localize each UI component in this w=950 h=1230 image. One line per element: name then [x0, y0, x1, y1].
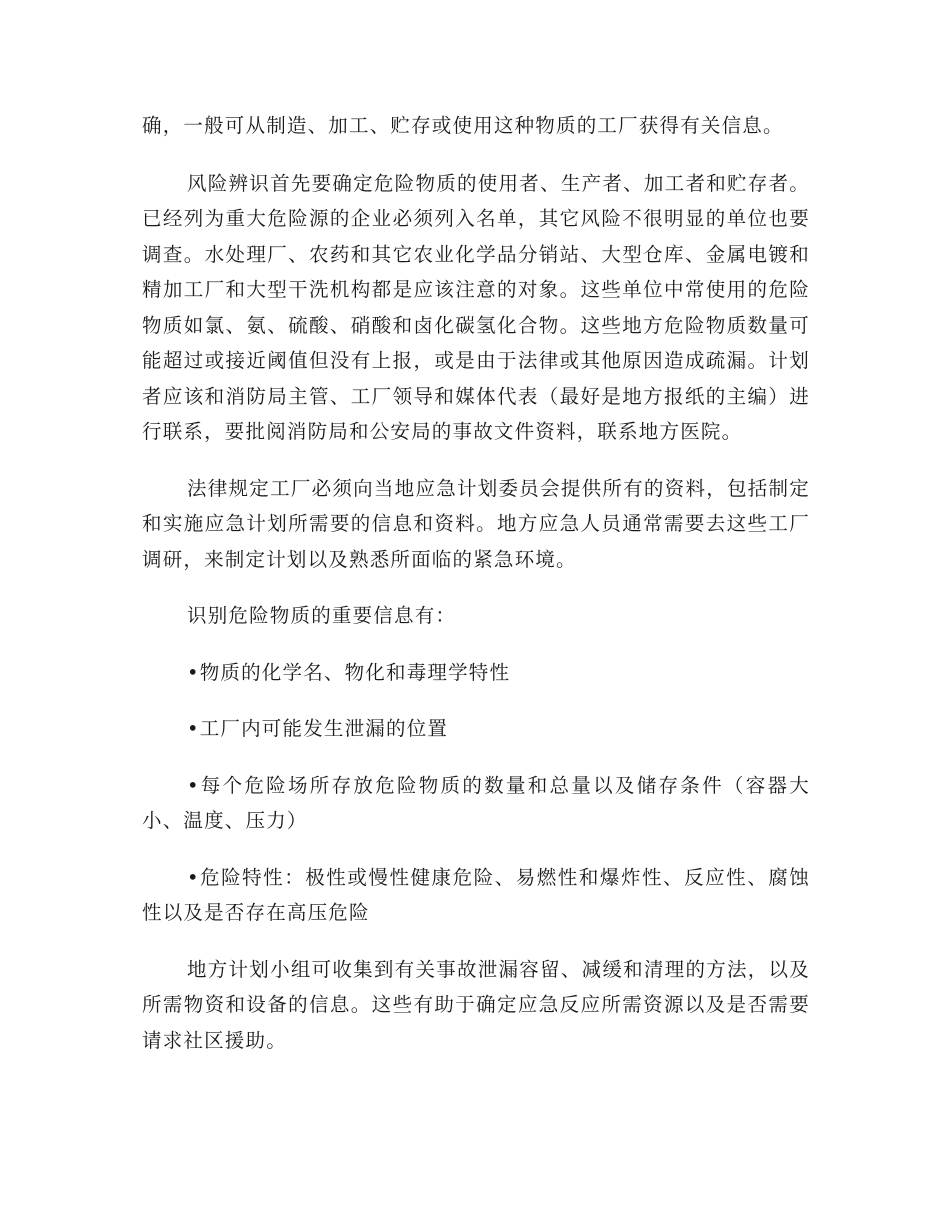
document-page — [142, 108, 810, 1079]
paragraph-planning-group: 地方计划小组可收集到有关事故泄漏容留、减缓和清理的方法，以及所需物资和设备的信息。这些有助于确定应急反应所需资源以及是否需要请求社区援助。 — [142, 957, 810, 1052]
paragraph-key-info-intro: 识别危险物质的重要信息有： — [187, 604, 457, 627]
bullet-item-chemical-name: •物质的化学名、物化和毒理学特性 — [187, 660, 511, 684]
paragraph-legal-requirements: 法律规定工厂必须向当地应急计划委员会提供所有的资料，包括制定和实施应急计划所需要的信息和资料。地方应急人员通常需要去这些工厂调研，来制定计划以及熟悉所面临的紧急环境。 — [142, 476, 810, 571]
bullet-item-hazard-characteristics: •危险特性：极性或慢性健康危险、易燃性和爆炸性、反应性、腐蚀性以及是否存在高压危险 — [142, 865, 810, 924]
paragraph-continuation: 确，一般可从制造、加工、贮存或使用这种物质的工厂获得有关信息。 — [142, 114, 784, 137]
bullet-item-leak-location: •工厂内可能发生泄漏的位置 — [187, 717, 449, 740]
paragraph-risk-identification: 风险辨识首先要确定危险物质的使用者、生产者、加工者和贮存者。已经列为重大危险源的企业必须列入名单，其它风险不很明显的单位也要调查。水处理厂、农药和其它农业化学品分销站、大型仓库、金属电镀和精加工厂和大型干洗机构都是应该注意的对象。这些单位中常使用的危险物质如氯、氨、硫酸、硝酸和卤化碳氢化合物。这些地方危险物质数量可能超过或接近阈值但没有上报，或是由于法律或其他原因造成疏漏。计划者应该和消防局主管、工厂领导和媒体代表（最好是地方报纸的主编）进行联系，要批阅消防局和公安局的事故文件资料，联系地方医院。 — [142, 171, 810, 443]
bullet-item-storage-quantity: •每个危险场所存放危险物质的数量和总量以及储存条件（容器大小、温度、压力） — [142, 773, 810, 832]
